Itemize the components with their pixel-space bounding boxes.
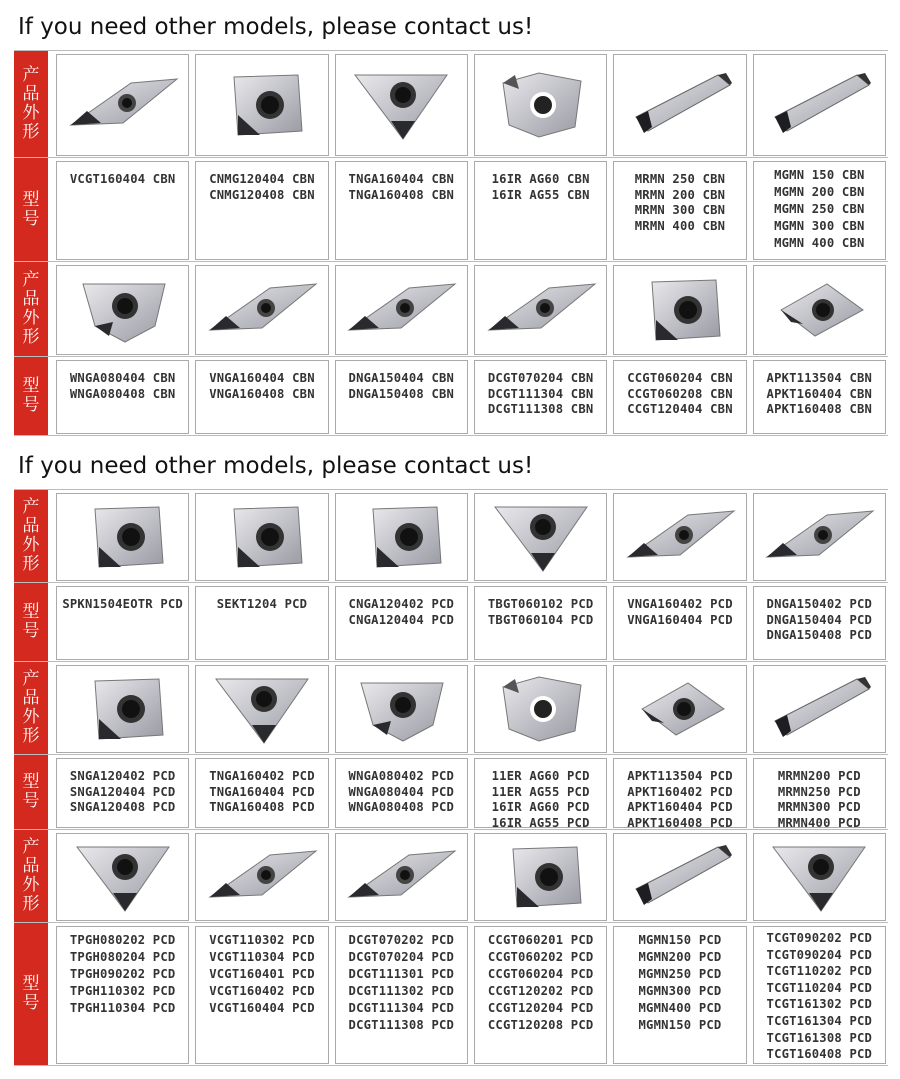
triangle-insert-icon	[757, 837, 881, 917]
insert-image-cell	[56, 265, 189, 355]
model-code: CNGA120404 PCD	[348, 612, 455, 627]
model-code: VNGA160402 PCD	[627, 597, 733, 611]
triangle-insert-icon	[479, 497, 603, 577]
model-code: TCGT110202 PCD	[766, 964, 873, 979]
model-code: CCGT120204 PCD	[487, 1001, 594, 1015]
model-code: VCGT160404 CBN	[69, 172, 176, 186]
insert-image-cell	[195, 493, 328, 581]
diamond-insert-icon	[61, 65, 185, 145]
model-list-cell	[474, 758, 607, 828]
square-insert-icon	[618, 270, 742, 350]
model-code: SNGA120402 PCD	[69, 769, 176, 783]
label-char: 外	[22, 103, 40, 123]
model-list-cell	[474, 586, 607, 660]
label-char: 形	[22, 122, 40, 142]
model-code: WNGA080404 PCD	[348, 784, 455, 799]
insert-shape-row	[14, 262, 888, 357]
model-list-cell	[613, 926, 746, 1064]
label-char: 外	[22, 308, 40, 328]
model-code: CNMG120404 CBN	[209, 172, 315, 186]
label-char: 形	[22, 327, 40, 347]
insert-image-cell	[474, 265, 607, 355]
grooving-insert-icon	[757, 65, 881, 145]
model-code: 16IR AG60 CBN	[491, 172, 590, 186]
model-code: TCGT090204 PCD	[766, 947, 873, 962]
label-char: 外	[22, 707, 40, 727]
model-code: CCGT060202 PCD	[487, 950, 594, 964]
model-list-cell	[195, 360, 328, 434]
model-code: TNGA160408 CBN	[348, 187, 455, 202]
model-code: DCGT070204 CBN	[487, 371, 594, 385]
insert-image-cell	[474, 493, 607, 581]
model-code: APKT160408 CBN	[766, 402, 873, 416]
model-list-cell	[195, 926, 328, 1064]
model-code: VCGT160402 PCD	[209, 984, 315, 998]
label-char: 形	[22, 726, 40, 746]
model-code: APKT160408 PCD	[627, 815, 733, 830]
insert-image-cell	[753, 833, 886, 921]
insert-image-cell	[613, 265, 746, 355]
rhombic-insert-icon	[757, 270, 881, 350]
model-row-label	[14, 923, 52, 1065]
model-code: SNGA120404 PCD	[69, 784, 176, 799]
insert-shape-row	[14, 662, 888, 755]
model-code: TCGT161302 PCD	[766, 997, 873, 1012]
model-code: VNGA160408 CBN	[209, 386, 315, 401]
insert-image-cell	[335, 265, 468, 355]
label-char: 形	[22, 894, 40, 914]
insert-model-row	[14, 583, 888, 662]
model-list-cell	[613, 161, 746, 260]
diamond-insert-icon	[200, 270, 324, 350]
model-list-cell	[335, 161, 468, 260]
model-code: DCGT111301 PCD	[348, 967, 455, 981]
model-row-label	[14, 583, 52, 661]
model-code: DCGT111308 CBN	[487, 402, 594, 416]
model-code: MRMN200 PCD	[777, 769, 861, 783]
model-code: VNGA160404 CBN	[209, 371, 315, 385]
model-code: DCGT111304 PCD	[348, 1001, 455, 1015]
square-insert-icon	[339, 497, 463, 577]
model-code: WNGA080408 PCD	[348, 800, 455, 814]
model-code: APKT160404 CBN	[766, 386, 873, 401]
model-list-cell	[195, 586, 328, 660]
insert-image-cell	[56, 665, 189, 753]
model-code: TPGH080204 PCD	[69, 950, 176, 964]
model-code: TPGH080202 PCD	[69, 933, 176, 947]
model-code: MGMN300 PCD	[638, 984, 722, 998]
threading-insert-icon	[479, 65, 603, 145]
label-char: 外	[22, 535, 40, 555]
model-code: APKT113504 CBN	[766, 371, 873, 385]
model-code: CCGT060204 CBN	[627, 371, 733, 385]
model-list-cell	[753, 360, 886, 434]
trigon-insert-icon	[61, 270, 185, 350]
insert-model-row	[14, 158, 888, 262]
model-code: TCGT160408 PCD	[766, 1047, 873, 1062]
model-code: DCGT111304 CBN	[487, 386, 594, 401]
triangle-insert-icon	[200, 669, 324, 749]
model-list-cell	[474, 926, 607, 1064]
insert-image-cell	[56, 54, 189, 156]
model-code: DCGT111308 PCD	[348, 1018, 455, 1032]
pcd-insert-table	[14, 489, 888, 1066]
model-code: TPGH090202 PCD	[69, 967, 176, 981]
label-char: 型	[22, 602, 40, 622]
insert-image-cell	[56, 833, 189, 921]
label-char: 型	[22, 189, 40, 210]
model-code: DCGT070202 PCD	[348, 933, 455, 947]
triangle-insert-icon	[339, 65, 463, 145]
insert-model-row	[14, 755, 888, 830]
model-code: MGMN400 PCD	[638, 1001, 722, 1015]
model-code: 16IR AG55 CBN	[491, 187, 590, 202]
label-char: 形	[22, 554, 40, 574]
insert-model-row	[14, 357, 888, 436]
insert-image-cell	[195, 833, 328, 921]
insert-image-cell	[474, 833, 607, 921]
model-code: APKT160402 PCD	[627, 784, 733, 799]
model-code: TNGA160404 PCD	[209, 784, 315, 799]
model-code: VCGT160404 PCD	[209, 1001, 315, 1015]
insert-image-cell	[335, 493, 468, 581]
model-list-cell	[335, 758, 468, 828]
insert-image-cell	[56, 493, 189, 581]
model-code: DCGT111302 PCD	[348, 984, 455, 998]
trigon-insert-icon	[339, 669, 463, 749]
model-list-cell	[56, 161, 189, 260]
model-code: WNGA080402 PCD	[348, 769, 455, 783]
square-insert-icon	[61, 497, 185, 577]
model-list-cell	[753, 161, 886, 260]
label-char: 号	[22, 791, 40, 811]
model-code: CNMG120408 CBN	[209, 187, 315, 202]
model-code: SEKT1204 PCD	[216, 597, 308, 611]
model-code: CCGT060208 CBN	[627, 386, 733, 401]
model-code: APKT113504 PCD	[627, 769, 733, 783]
model-code: TNGA160404 CBN	[348, 172, 455, 186]
insert-image-cell	[195, 665, 328, 753]
label-char: 产	[22, 270, 40, 290]
square-insert-icon	[479, 837, 603, 917]
model-code: DNGA150408 CBN	[348, 386, 455, 401]
label-char: 产	[22, 837, 40, 857]
insert-shape-row	[14, 490, 888, 583]
diamond-insert-icon	[339, 837, 463, 917]
diamond-insert-icon	[757, 497, 881, 577]
model-code: 11ER AG55 PCD	[491, 784, 590, 799]
model-code: VNGA160404 PCD	[627, 612, 733, 627]
model-code: MGMN 250 CBN	[774, 202, 865, 216]
label-char: 品	[22, 856, 40, 876]
model-code: MRMN 200 CBN	[634, 187, 726, 202]
diamond-insert-icon	[200, 837, 324, 917]
model-code: VCGT110304 PCD	[209, 950, 315, 964]
model-code: SPKN1504EOTR PCD	[62, 597, 183, 611]
model-row-label	[14, 158, 52, 261]
model-list-cell	[56, 586, 189, 660]
model-code: TCGT090202 PCD	[766, 931, 873, 945]
square-insert-icon	[200, 65, 324, 145]
label-char: 品	[22, 84, 40, 104]
square-insert-icon	[61, 669, 185, 749]
model-code: MGMN250 PCD	[638, 967, 722, 981]
model-code: 16IR AG55 PCD	[491, 815, 590, 830]
insert-model-row	[14, 923, 888, 1066]
model-code: MGMN 300 CBN	[774, 219, 865, 233]
square-insert-icon	[200, 497, 324, 577]
diamond-insert-icon	[618, 497, 742, 577]
model-code: DNGA150404 CBN	[348, 371, 455, 385]
model-code: MGMN200 PCD	[638, 950, 722, 964]
model-code: 11ER AG60 PCD	[491, 769, 590, 783]
model-code: MRMN250 PCD	[777, 784, 861, 799]
insert-image-cell	[613, 493, 746, 581]
model-row-label	[14, 357, 52, 435]
model-code: APKT160404 PCD	[627, 800, 733, 814]
insert-image-cell	[474, 54, 607, 156]
model-code: DNGA150402 PCD	[766, 597, 873, 611]
model-list-cell	[753, 758, 886, 828]
model-code: WNGA080404 CBN	[69, 371, 176, 385]
model-code: TNGA160402 PCD	[209, 769, 315, 783]
model-code: MGMN 400 CBN	[774, 236, 865, 250]
label-char: 产	[22, 497, 40, 517]
insert-image-cell	[613, 833, 746, 921]
cbn-insert-table	[14, 50, 888, 436]
triangle-insert-icon	[61, 837, 185, 917]
model-code: MRMN 400 CBN	[634, 218, 726, 233]
model-code: VCGT160401 PCD	[209, 967, 315, 981]
model-code: CCGT060204 PCD	[487, 967, 594, 981]
model-code: CCGT120202 PCD	[487, 984, 594, 998]
model-code: TPGH110302 PCD	[69, 984, 176, 998]
label-char: 型	[22, 772, 40, 792]
model-list-cell	[335, 586, 468, 660]
grooving-insert-icon	[618, 837, 742, 917]
model-code: TBGT060102 PCD	[487, 597, 594, 611]
contact-heading-1: If you need other models, please contact us!	[18, 14, 534, 40]
model-list-cell	[613, 758, 746, 828]
model-list-cell	[753, 586, 886, 660]
label-char: 品	[22, 289, 40, 309]
label-char: 产	[22, 65, 40, 85]
model-code: DNGA150408 PCD	[766, 628, 873, 642]
model-code: MRMN 250 CBN	[634, 172, 726, 186]
shape-row-label	[14, 662, 52, 754]
model-list-cell	[335, 926, 468, 1064]
rhombic-insert-icon	[618, 669, 742, 749]
model-code: CCGT120208 PCD	[487, 1018, 594, 1032]
model-code: TNGA160408 PCD	[209, 800, 315, 814]
label-char: 号	[22, 208, 40, 229]
insert-image-cell	[195, 54, 328, 156]
insert-shape-row	[14, 830, 888, 923]
model-list-cell	[613, 360, 746, 434]
model-list-cell	[474, 360, 607, 434]
insert-image-cell	[335, 833, 468, 921]
model-list-cell	[613, 586, 746, 660]
model-code: TCGT161308 PCD	[766, 1030, 873, 1045]
label-char: 号	[22, 993, 40, 1013]
shape-row-label	[14, 490, 52, 582]
insert-image-cell	[613, 665, 746, 753]
model-list-cell	[195, 758, 328, 828]
label-char: 号	[22, 395, 40, 415]
insert-shape-row	[14, 51, 888, 158]
model-code: DCGT070204 PCD	[348, 950, 455, 964]
diamond-insert-icon	[479, 270, 603, 350]
label-char: 产	[22, 669, 40, 689]
model-code: MRMN 300 CBN	[634, 203, 726, 217]
contact-heading-2: If you need other models, please contact us!	[18, 453, 534, 479]
insert-image-cell	[753, 265, 886, 355]
insert-image-cell	[335, 54, 468, 156]
label-char: 号	[22, 621, 40, 641]
model-list-cell	[474, 161, 607, 260]
model-code: TCGT161304 PCD	[766, 1013, 873, 1028]
model-list-cell	[56, 926, 189, 1064]
label-char: 型	[22, 974, 40, 994]
model-code: VCGT110302 PCD	[209, 933, 315, 947]
label-char: 外	[22, 875, 40, 895]
shape-row-label	[14, 262, 52, 356]
insert-image-cell	[335, 665, 468, 753]
model-code: TPGH110304 PCD	[69, 1001, 176, 1015]
model-code: TBGT060104 PCD	[487, 612, 594, 627]
model-code: MRMN400 PCD	[777, 815, 861, 830]
insert-image-cell	[613, 54, 746, 156]
model-list-cell	[335, 360, 468, 434]
insert-image-cell	[753, 493, 886, 581]
label-char: 品	[22, 516, 40, 536]
model-code: 16IR AG60 PCD	[491, 800, 590, 814]
model-code: CNGA120402 PCD	[348, 597, 455, 611]
model-code: MRMN300 PCD	[777, 800, 861, 814]
model-code: DNGA150404 PCD	[766, 612, 873, 627]
model-code: MGMN150 PCD	[638, 933, 722, 947]
shape-row-label	[14, 51, 52, 157]
model-code: SNGA120408 PCD	[69, 800, 176, 814]
insert-image-cell	[195, 265, 328, 355]
model-code: MGMN 150 CBN	[774, 168, 865, 182]
model-code: WNGA080408 CBN	[69, 386, 176, 401]
model-code: MGMN 200 CBN	[774, 185, 865, 199]
grooving-insert-icon	[757, 669, 881, 749]
insert-image-cell	[474, 665, 607, 753]
model-list-cell	[753, 926, 886, 1064]
shape-row-label	[14, 830, 52, 922]
model-code: CCGT120404 CBN	[627, 402, 733, 416]
label-char: 型	[22, 376, 40, 396]
grooving-insert-icon	[618, 65, 742, 145]
model-list-cell	[195, 161, 328, 260]
insert-image-cell	[753, 665, 886, 753]
model-code: TCGT110204 PCD	[766, 980, 873, 995]
diamond-insert-icon	[339, 270, 463, 350]
model-list-cell	[56, 360, 189, 434]
insert-image-cell	[753, 54, 886, 156]
model-code: MGMN150 PCD	[638, 1018, 722, 1032]
model-list-cell	[56, 758, 189, 828]
model-code: CCGT060201 PCD	[487, 933, 594, 947]
threading-insert-icon	[479, 669, 603, 749]
label-char: 品	[22, 688, 40, 708]
model-row-label	[14, 755, 52, 829]
